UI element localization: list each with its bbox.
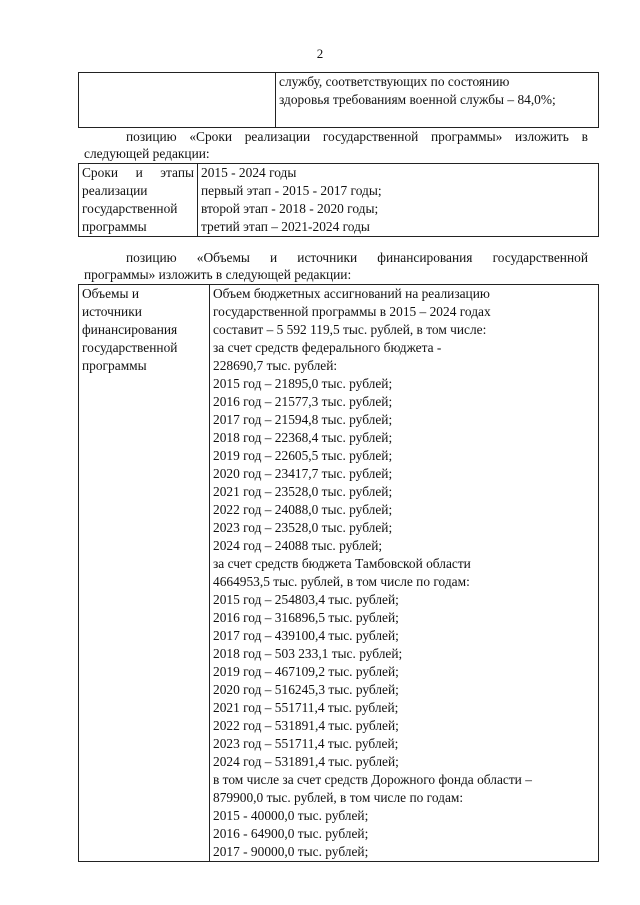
funding-line: 2015 - 40000,0 тыс. рублей; xyxy=(213,808,369,823)
paragraph-terms-line-2: следующей редакции: xyxy=(84,146,210,161)
continuation-line-1: службу, соответствующих по состоянию xyxy=(279,74,510,89)
word: «Сроки xyxy=(189,129,233,144)
paragraph-funding-line-2: программы» изложить в следующей редакции: xyxy=(84,267,352,282)
terms-value-line: третий этап – 2021-2024 годы xyxy=(201,219,370,234)
word: в xyxy=(581,129,588,144)
funding-table xyxy=(78,284,599,862)
terms-value-line: первый этап - 2015 - 2017 годы; xyxy=(201,183,382,198)
word: программы» xyxy=(431,129,503,144)
terms-label-line-4: программы xyxy=(82,219,147,234)
funding-line: 2021 год – 23528,0 тыс. рублей; xyxy=(213,484,393,499)
funding-line: государственной программы в 2015 – 2024 годах xyxy=(213,304,491,319)
funding-line: 2019 год – 22605,5 тыс. рублей; xyxy=(213,448,393,463)
funding-line: Объем бюджетных ассигнований на реализацию xyxy=(213,286,490,301)
funding-line: 2016 год – 21577,3 тыс. рублей; xyxy=(213,394,393,409)
word: этапы xyxy=(160,165,194,180)
terms-label-cell xyxy=(79,164,198,237)
paragraph-terms-intro xyxy=(84,128,588,162)
funding-line: 4664953,5 тыс. рублей, в том числе по годам: xyxy=(213,574,470,589)
funding-line: 2018 год – 503 233,1 тыс. рублей; xyxy=(213,646,403,661)
funding-line: составит – 5 592 119,5 тыс. рублей, в том числе: xyxy=(213,322,487,337)
word: и xyxy=(135,165,143,180)
funding-line: за счет средств федерального бюджета - xyxy=(213,340,442,355)
terms-value-line: второй этап - 2018 - 2020 годы; xyxy=(201,201,379,216)
funding-line: 2019 год – 467109,2 тыс. рублей; xyxy=(213,664,399,679)
funding-line: 2024 год – 531891,4 тыс. рублей; xyxy=(213,754,399,769)
funding-line: 2020 год – 516245,3 тыс. рублей; xyxy=(213,682,399,697)
funding-line: 2024 год – 24088 тыс. рублей; xyxy=(213,538,383,553)
word: источники xyxy=(297,250,358,265)
funding-line: 2020 год – 23417,7 тыс. рублей; xyxy=(213,466,393,481)
funding-label-line: Объемы и xyxy=(82,286,140,301)
paragraph-funding-intro xyxy=(84,249,588,283)
funding-line: 2022 год – 531891,4 тыс. рублей; xyxy=(213,718,399,733)
page-number: 2 xyxy=(316,46,324,61)
funding-value-cell xyxy=(210,285,599,862)
word: и xyxy=(270,250,278,265)
funding-line: 2016 - 64900,0 тыс. рублей; xyxy=(213,826,369,841)
funding-label-line: источники xyxy=(82,304,142,319)
funding-line: 2018 год – 22368,4 тыс. рублей; xyxy=(213,430,393,445)
funding-line: 2021 год – 551711,4 тыс. рублей; xyxy=(213,700,399,715)
terms-label-line-3: государственной xyxy=(82,201,178,216)
word: позицию xyxy=(126,129,177,144)
funding-line: за счет средств бюджета Тамбовской области xyxy=(213,556,471,571)
funding-line: 2015 год – 21895,0 тыс. рублей; xyxy=(213,376,393,391)
word: «Объемы xyxy=(196,250,250,265)
terms-label-line-1 xyxy=(82,164,194,182)
funding-line: 228690,7 тыс. рублей: xyxy=(213,358,338,373)
continuation-left-cell xyxy=(79,73,276,128)
continuation-right-cell xyxy=(276,73,599,128)
word: изложить xyxy=(515,129,569,144)
funding-line: 2016 год – 316896,5 тыс. рублей; xyxy=(213,610,399,625)
funding-line: 2017 - 90000,0 тыс. рублей; xyxy=(213,844,369,859)
continuation-line-2: здоровья требованиям военной службы – 84,0%; xyxy=(279,92,556,107)
terms-label-line-2: реализации xyxy=(82,183,148,198)
word: Сроки xyxy=(82,165,118,180)
terms-value-line: 2015 - 2024 годы xyxy=(201,165,297,180)
funding-label-line: государственной xyxy=(82,340,178,355)
funding-line: в том числе за счет средств Дорожного фонда области – xyxy=(213,772,532,787)
paragraph-terms-line-1 xyxy=(84,128,588,145)
funding-line: 2015 год – 254803,4 тыс. рублей; xyxy=(213,592,399,607)
funding-line: 2022 год – 24088,0 тыс. рублей; xyxy=(213,502,393,517)
funding-label-cell xyxy=(79,285,210,862)
funding-line: 2023 год – 551711,4 тыс. рублей; xyxy=(213,736,399,751)
terms-value-cell xyxy=(198,164,599,237)
word: финансирования xyxy=(377,250,473,265)
terms-table xyxy=(78,163,599,237)
word: реализации xyxy=(244,129,311,144)
funding-label-line: финансирования xyxy=(82,322,178,337)
funding-label-line: программы xyxy=(82,358,147,373)
funding-line: 2017 год – 21594,8 тыс. рублей; xyxy=(213,412,393,427)
continuation-table xyxy=(78,72,599,128)
funding-line: 879900,0 тыс. рублей, в том числе по годам: xyxy=(213,790,464,805)
word: позицию xyxy=(126,250,177,265)
word: государственной xyxy=(492,250,588,265)
funding-line: 2023 год – 23528,0 тыс. рублей; xyxy=(213,520,393,535)
paragraph-funding-line-1 xyxy=(84,249,588,266)
funding-line: 2017 год – 439100,4 тыс. рублей; xyxy=(213,628,399,643)
word: государственной xyxy=(322,129,419,144)
